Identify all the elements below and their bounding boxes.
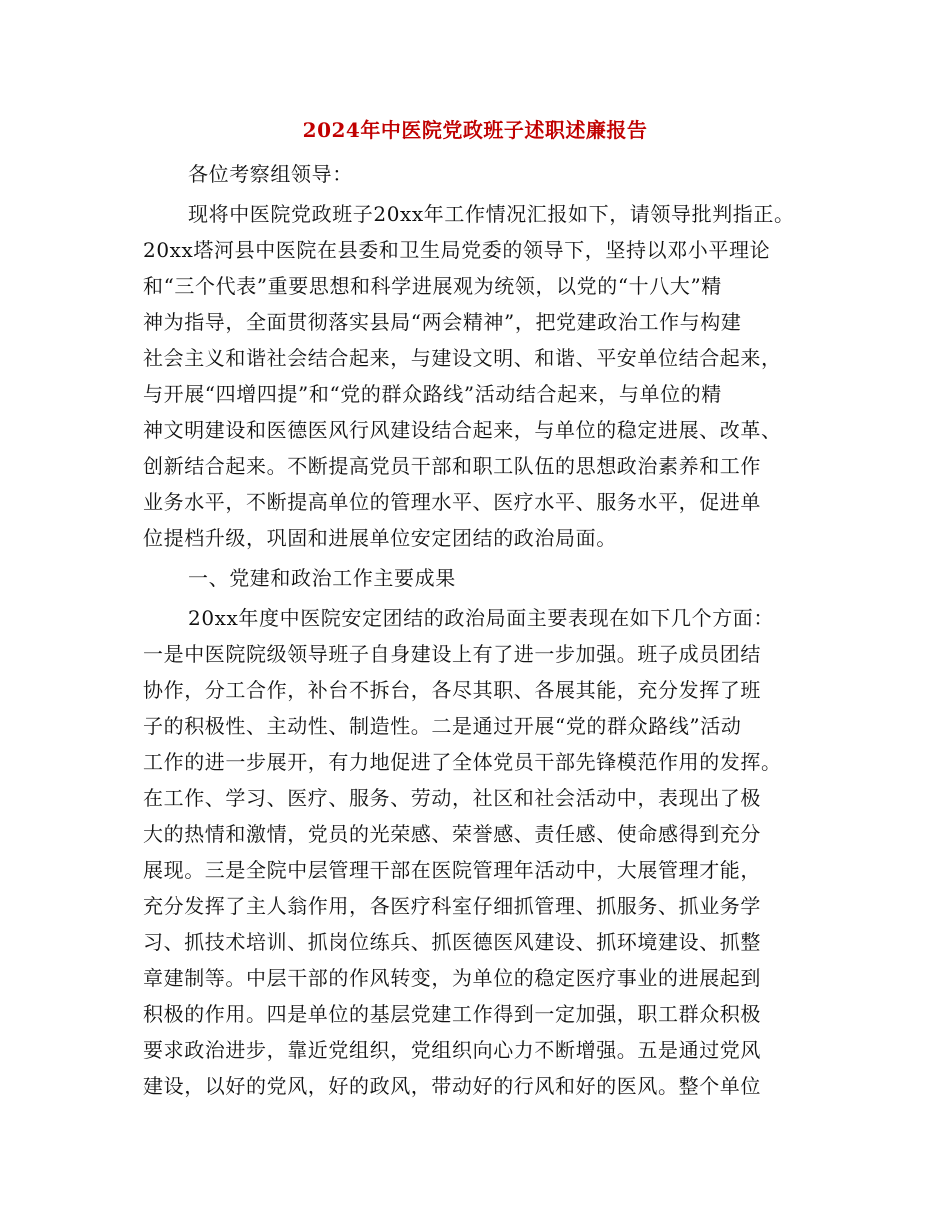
- body-line: 20xx塔河县中医院在县委和卫生局党委的领导下，坚持以邓小平理论: [143, 238, 771, 262]
- body-line: 章建制等。中层干部的作风转变，为单位的稳定医疗事业的进展起到: [143, 966, 761, 990]
- body-line: 建设，以好的党风，好的政风，带动好的行风和好的医风。整个单位: [143, 1074, 761, 1098]
- body-line: 神文明建设和医德医风行风建设结合起来，与单位的稳定进展、改革、: [143, 418, 782, 442]
- body-line: 位提档升级，巩固和进展单位安定团结的政治局面。: [143, 526, 617, 550]
- body-line: 20xx年度中医院安定团结的政治局面主要表现在如下几个方面：: [188, 606, 775, 630]
- body-line: 要求政治进步，靠近党组织，党组织向心力不断增强。五是通过党风: [143, 1038, 761, 1062]
- document-title: 2024年中医院党政班子述职述廉报告: [302, 118, 648, 142]
- section-heading: 一、党建和政治工作主要成果: [188, 566, 456, 590]
- body-line: 工作的进一步展开，有力地促进了全体党员干部先锋模范作用的发挥。: [143, 750, 782, 774]
- body-line: 积极的作用。四是单位的基层党建工作得到一定加强，职工群众积极: [143, 1002, 761, 1026]
- body-line: 习、抓技术培训、抓岗位练兵、抓医德医风建设、抓环境建设、抓整: [143, 930, 761, 954]
- body-line: 现将中医院党政班子20xx年工作情况汇报如下，请领导批判指正。: [188, 202, 795, 226]
- body-line: 与开展“四增四提”和“党的群众路线”活动结合起来，与单位的精: [143, 382, 722, 406]
- body-line: 充分发挥了主人翁作用，各医疗科室仔细抓管理、抓服务、抓业务学: [143, 894, 761, 918]
- body-line: 业务水平，不断提高单位的管理水平、医疗水平、服务水平，促进单: [143, 490, 761, 514]
- body-line: 一是中医院院级领导班子自身建设上有了进一步加强。班子成员团结: [143, 642, 761, 666]
- salutation-line: 各位考察组领导：: [188, 162, 353, 186]
- body-line: 子的积极性、主动性、制造性。二是通过开展“党的群众路线”活动: [143, 714, 742, 738]
- body-line: 在工作、学习、医疗、服务、劳动，社区和社会活动中，表现出了极: [143, 786, 761, 810]
- body-line: 大的热情和激情，党员的光荣感、荣誉感、责任感、使命感得到充分: [143, 822, 761, 846]
- body-line: 和“三个代表”重要思想和科学进展观为统领，以党的“十八大”精: [143, 274, 722, 298]
- body-line: 创新结合起来。不断提高党员干部和职工队伍的思想政治素养和工作: [143, 454, 761, 478]
- body-line: 协作，分工合作，补台不拆台，各尽其职、各展其能，充分发挥了班: [143, 678, 761, 702]
- body-line: 神为指导，全面贯彻落实县局“两会精神”，把党建政治工作与构建: [143, 310, 742, 334]
- body-line: 社会主义和谐社会结合起来，与建设文明、和谐、平安单位结合起来，: [143, 346, 782, 370]
- body-line: 展现。三是全院中层管理干部在医院管理年活动中，大展管理才能，: [143, 858, 761, 882]
